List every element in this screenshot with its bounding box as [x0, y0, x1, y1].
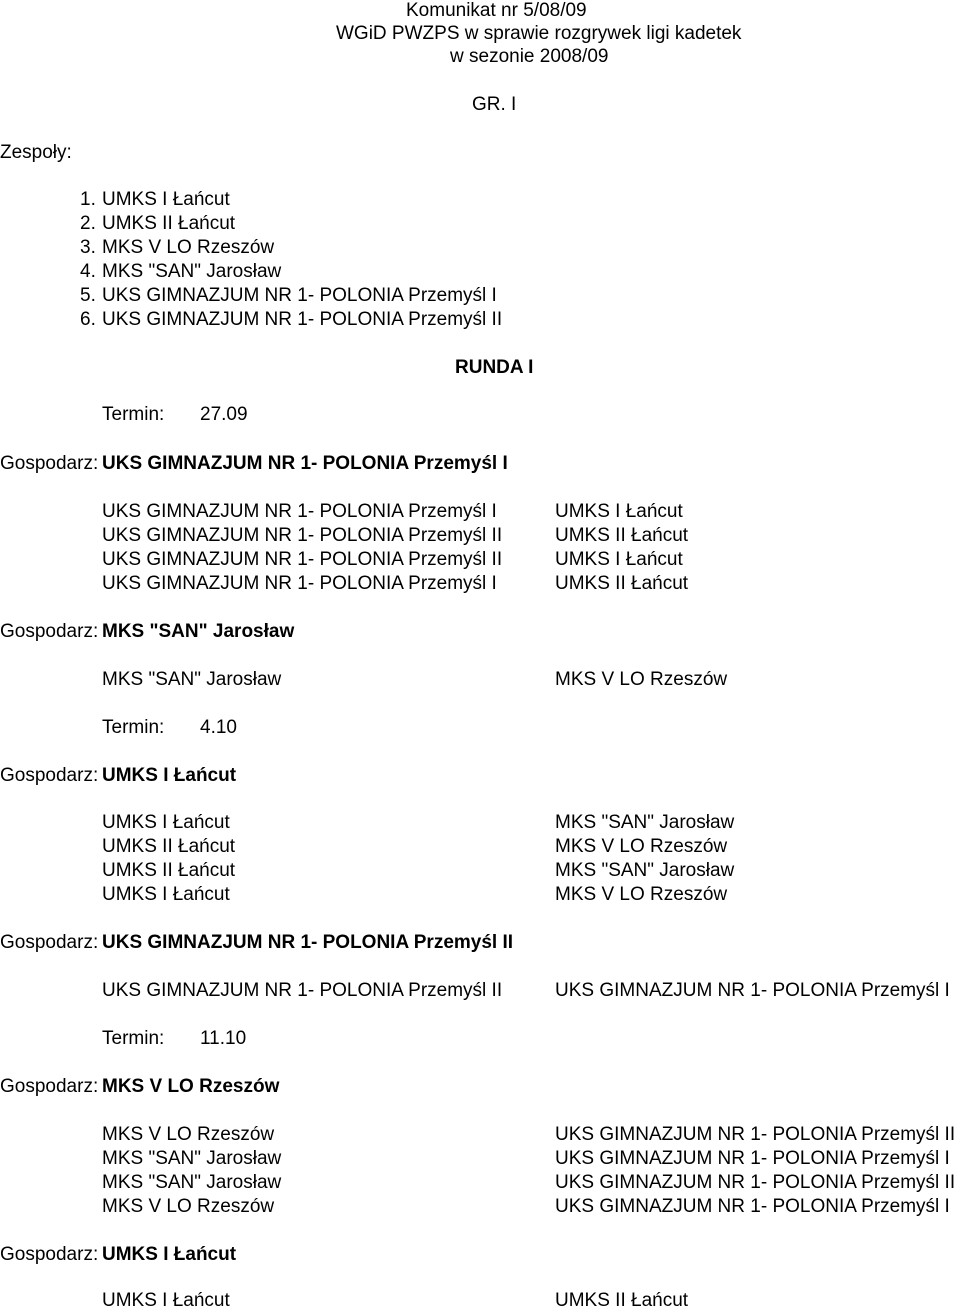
- host-label: Gospodarz:: [0, 621, 99, 642]
- match-away: MKS V LO Rzeszów: [555, 836, 728, 857]
- teams-label: Zespoły:: [0, 142, 72, 163]
- match-home: UKS GIMNAZJUM NR 1- POLONIA Przemyśl II: [102, 549, 503, 570]
- match-home: UKS GIMNAZJUM NR 1- POLONIA Przemyśl I: [102, 501, 497, 522]
- match-home: UMKS I Łańcut: [102, 1290, 230, 1311]
- term-label: Termin:: [102, 717, 165, 738]
- host-label: Gospodarz:: [0, 453, 99, 474]
- term-date: 27.09: [200, 404, 248, 425]
- host-label: Gospodarz:: [0, 765, 99, 786]
- team-name: UKS GIMNAZJUM NR 1- POLONIA Przemyśl II: [102, 309, 503, 330]
- match-home: UMKS I Łańcut: [102, 884, 230, 905]
- match-away: UKS GIMNAZJUM NR 1- POLONIA Przemyśl I: [555, 980, 950, 1001]
- match-away: UKS GIMNAZJUM NR 1- POLONIA Przemyśl II: [555, 1172, 956, 1193]
- match-home: MKS "SAN" Jarosław: [102, 1148, 282, 1169]
- match-home: MKS V LO Rzeszów: [102, 1124, 275, 1145]
- team-number: 4.: [80, 261, 96, 282]
- match-away: UKS GIMNAZJUM NR 1- POLONIA Przemyśl II: [555, 1124, 956, 1145]
- term-label: Termin:: [102, 404, 165, 425]
- match-away: UKS GIMNAZJUM NR 1- POLONIA Przemyśl I: [555, 1196, 950, 1217]
- team-number: 2.: [80, 213, 96, 234]
- team-name: MKS "SAN" Jarosław: [102, 261, 282, 282]
- match-away: UMKS I Łańcut: [555, 549, 683, 570]
- term-date: 11.10: [200, 1028, 247, 1049]
- host-label: Gospodarz:: [0, 932, 99, 953]
- round-title: RUNDA I: [455, 357, 534, 378]
- match-away: MKS V LO Rzeszów: [555, 884, 728, 905]
- host-label: Gospodarz:: [0, 1076, 99, 1097]
- match-away: UMKS II Łańcut: [555, 525, 689, 546]
- team-number: 3.: [80, 237, 96, 258]
- match-home: MKS "SAN" Jarosław: [102, 1172, 282, 1193]
- host-name: MKS "SAN" Jarosław: [102, 621, 295, 642]
- match-home: UKS GIMNAZJUM NR 1- POLONIA Przemyśl I: [102, 573, 497, 594]
- match-away: UKS GIMNAZJUM NR 1- POLONIA Przemyśl I: [555, 1148, 950, 1169]
- match-away: MKS V LO Rzeszów: [555, 669, 728, 690]
- match-home: MKS "SAN" Jarosław: [102, 669, 282, 690]
- match-home: UKS GIMNAZJUM NR 1- POLONIA Przemyśl II: [102, 525, 503, 546]
- host-name: MKS V LO Rzeszów: [102, 1076, 280, 1097]
- match-home: MKS V LO Rzeszów: [102, 1196, 275, 1217]
- match-away: UMKS II Łańcut: [555, 1290, 689, 1311]
- team-name: UMKS II Łańcut: [102, 213, 236, 234]
- team-number: 1.: [80, 189, 96, 210]
- team-name: UMKS I Łańcut: [102, 189, 230, 210]
- term-label: Termin:: [102, 1028, 165, 1049]
- match-away: MKS "SAN" Jarosław: [555, 812, 735, 833]
- host-name: UMKS I Łańcut: [102, 765, 237, 786]
- match-home: UKS GIMNAZJUM NR 1- POLONIA Przemyśl II: [102, 980, 503, 1001]
- host-name: UMKS I Łańcut: [102, 1244, 237, 1265]
- team-name: MKS V LO Rzeszów: [102, 237, 275, 258]
- team-number: 6.: [80, 309, 96, 330]
- host-name: UKS GIMNAZJUM NR 1- POLONIA Przemyśl II: [102, 932, 514, 953]
- announcement-subtitle: WGiD PWZPS w sprawie rozgrywek ligi kadetek: [336, 23, 742, 44]
- team-name: UKS GIMNAZJUM NR 1- POLONIA Przemyśl I: [102, 285, 497, 306]
- match-away: UMKS II Łańcut: [555, 573, 689, 594]
- group-title: GR. I: [472, 94, 517, 115]
- announcement-title: Komunikat nr 5/08/09: [406, 0, 587, 21]
- host-label: Gospodarz:: [0, 1244, 99, 1265]
- match-away: UMKS I Łańcut: [555, 501, 683, 522]
- host-name: UKS GIMNAZJUM NR 1- POLONIA Przemyśl I: [102, 453, 508, 474]
- team-number: 5.: [80, 285, 96, 306]
- match-home: UMKS II Łańcut: [102, 860, 236, 881]
- term-date: 4.10: [200, 717, 237, 738]
- match-home: UMKS I Łańcut: [102, 812, 230, 833]
- season-line: w sezonie 2008/09: [450, 46, 609, 67]
- match-away: MKS "SAN" Jarosław: [555, 860, 735, 881]
- match-home: UMKS II Łańcut: [102, 836, 236, 857]
